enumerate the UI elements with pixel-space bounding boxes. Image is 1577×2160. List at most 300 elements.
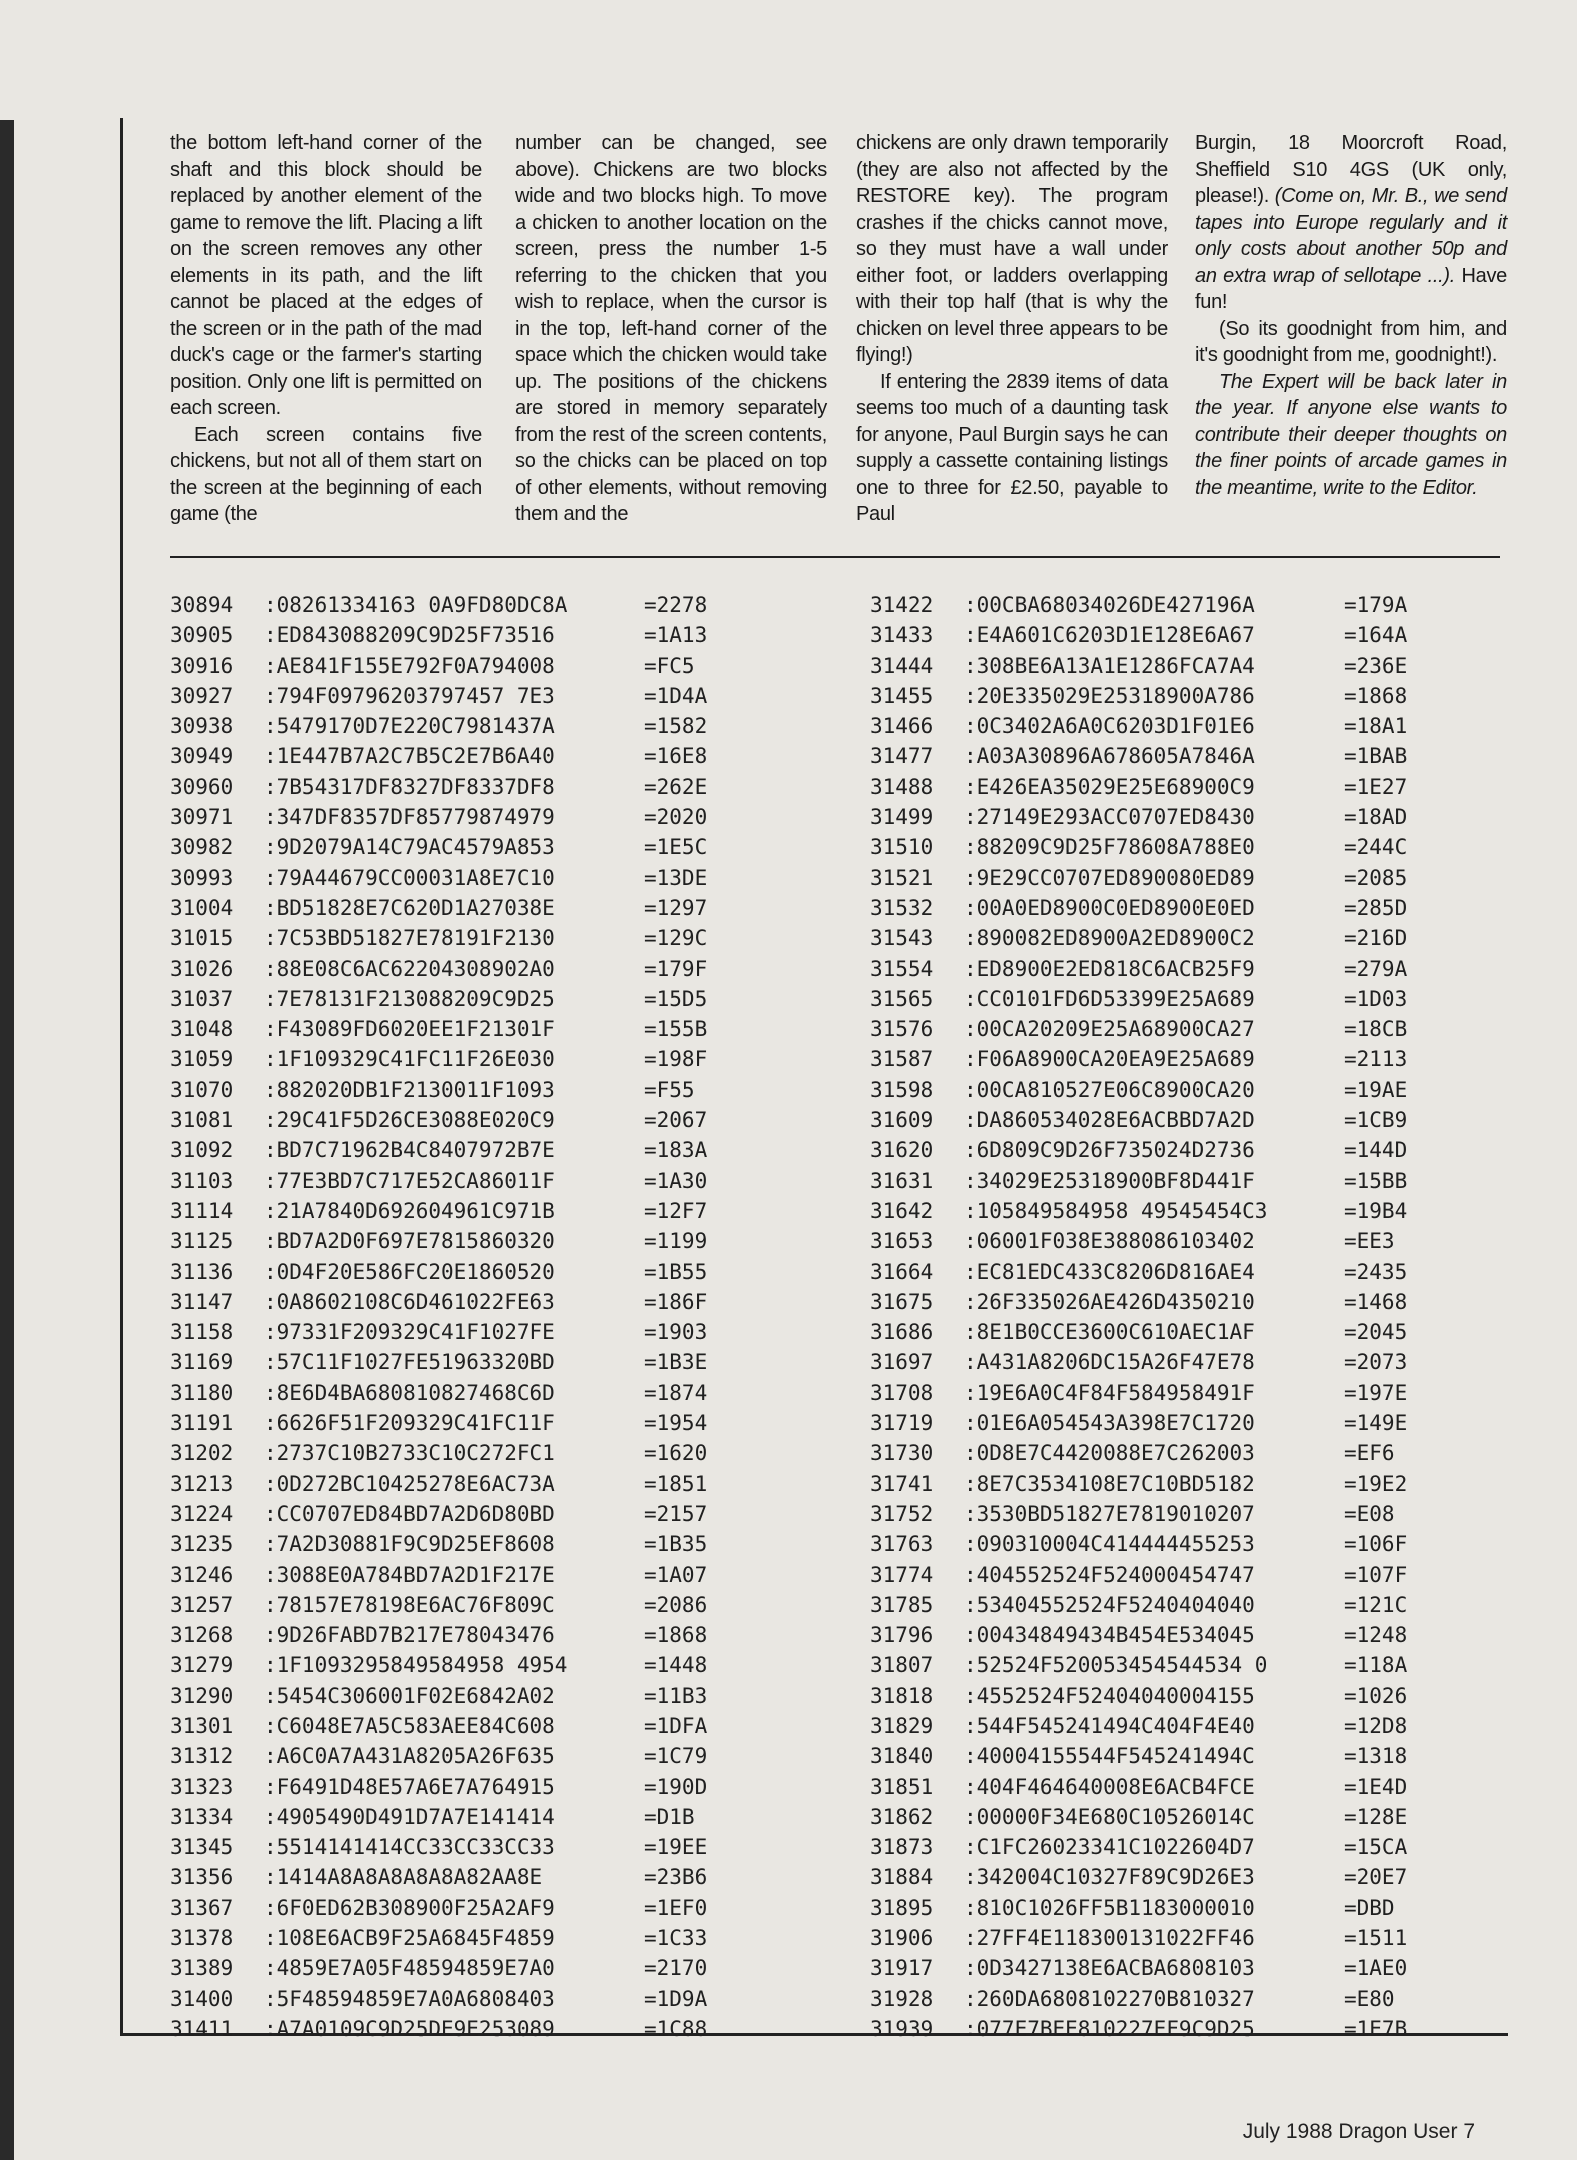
- line-number: 31609: [870, 1108, 934, 1133]
- line-number: 31796: [870, 1623, 934, 1648]
- line-number: 31862: [870, 1804, 934, 1829]
- hex-data: :090310004C414444455253: [964, 1532, 1255, 1557]
- hex-data: :21A7840D692604961C971B: [264, 1198, 555, 1223]
- hex-data: :9D26FABD7B217E78043476: [264, 1623, 555, 1648]
- checksum: =1903: [644, 1320, 708, 1345]
- line-number: 31059: [170, 1047, 234, 1072]
- checksum: =1C33: [644, 1926, 708, 1951]
- line-number: 30982: [170, 835, 234, 860]
- address-text: Burgin, 18 Moorcroft Road, Sheffield S10 4GS (UK only, please!).: [1195, 132, 1507, 207]
- article-column-3: [856, 130, 1168, 528]
- checksum: =106F: [1344, 1532, 1408, 1557]
- hex-data: :882020DB1F2130011F1093: [264, 1077, 555, 1102]
- listing-line: [170, 590, 707, 620]
- checksum: =2085: [1344, 865, 1408, 890]
- listing-line: [870, 1166, 1407, 1196]
- checksum: =12F7: [644, 1198, 708, 1223]
- listing-line: [170, 1438, 707, 1468]
- listing-line: [170, 1772, 707, 1802]
- checksum: =1868: [1344, 683, 1408, 708]
- paragraph: If entering the 2839 items of data seems too much of a daunting task for anyone, Paul Burgin says he can supply a cassette containing listings one to three for £2.50, payable to Paul: [856, 370, 1168, 525]
- line-number: 30938: [170, 714, 234, 739]
- listing-line: [170, 651, 707, 681]
- hex-data: :6D809C9D26F735024D2736: [964, 1138, 1255, 1163]
- line-number: 31246: [170, 1562, 234, 1587]
- listing-left: [170, 590, 707, 2044]
- line-number: 31939: [870, 2016, 934, 2041]
- listing-line: [170, 954, 707, 984]
- line-number: 31378: [170, 1926, 234, 1951]
- checksum: =1511: [1344, 1926, 1408, 1951]
- listing-line: [170, 1620, 707, 1650]
- listing-line: [870, 1499, 1407, 1529]
- checksum: =1318: [1344, 1744, 1408, 1769]
- listing-line: [870, 1772, 1407, 1802]
- hex-data: :6F0ED62B308900F25A2AF9: [264, 1895, 555, 1920]
- checksum: =1E27: [1344, 774, 1408, 799]
- listing-line: [170, 1347, 707, 1377]
- closing-note: [1195, 369, 1507, 502]
- hex-data: :260DA6808102270B810327: [964, 1986, 1255, 2011]
- paragraph: the bottom left-hand corner of the shaft and this block should be replaced by another element of the game to remove the lift. Placing a lift on the screen removes any other elements in its path, and the lift cannot be placed at the edges of the screen or in the path of the mad duck's cage or the farmer's starting position. Only one lift is permitted on each screen.: [170, 132, 482, 419]
- listing-line: [870, 772, 1407, 802]
- hex-data: :4905490D491D7A7E141414: [264, 1804, 555, 1829]
- listing-line: [170, 1650, 707, 1680]
- hex-data: :810C1026FF5B1183000010: [964, 1895, 1255, 1920]
- line-number: 31202: [170, 1441, 234, 1466]
- line-number: 31884: [870, 1865, 934, 1890]
- checksum: =1A13: [644, 623, 708, 648]
- listing-line: [170, 832, 707, 862]
- line-number: 31026: [170, 956, 234, 981]
- listing-line: [870, 1408, 1407, 1438]
- line-number: 30971: [170, 805, 234, 830]
- checksum: =1D9A: [644, 1986, 708, 2011]
- listing-line: [870, 1529, 1407, 1559]
- line-number: 30927: [170, 683, 234, 708]
- checksum: =1C88: [644, 2016, 708, 2041]
- listing-line: [170, 1469, 707, 1499]
- article-column-2: [515, 130, 827, 528]
- line-number: 31576: [870, 1017, 934, 1042]
- checksum: =1D03: [1344, 986, 1408, 1011]
- checksum: =183A: [644, 1138, 708, 1163]
- line-number: 31444: [870, 653, 934, 678]
- hex-data: :34029E25318900BF8D441F: [964, 1168, 1255, 1193]
- hex-data: :19E6A0C4F84F584958491F: [964, 1380, 1255, 1405]
- hex-data: :077E7BEE810227EF9C9D25: [964, 2016, 1255, 2041]
- hex-data: :00000F34E680C10526014C: [964, 1804, 1255, 1829]
- paragraph: number can be changed, see above). Chickens are two blocks wide and two blocks high. To move a chicken to another location on the screen, press the number 1-5 referring to the chicken that you wish to replace, when the cursor is in the top, left-hand corner of the space which the chicken would take up. The positions of the chickens are stored in memory separately from the rest of the screen contents, so the chicks can be placed on top of other elements, without removing them and the: [515, 132, 827, 525]
- listing-line: [170, 1105, 707, 1135]
- listing-line: [870, 681, 1407, 711]
- checksum: =E08: [1344, 1501, 1395, 1526]
- checksum: =1AE0: [1344, 1956, 1408, 1981]
- hex-data: :00A0ED8900C0ED8900E0ED: [964, 895, 1255, 920]
- line-number: 31147: [170, 1289, 234, 1314]
- checksum: =13DE: [644, 865, 708, 890]
- editor-note: (Come on, Mr. B., we send tapes into Europe regularly and it only costs about another 50p and an extra wrap of sellotape ...).: [1195, 185, 1507, 287]
- checksum: =1E5C: [644, 835, 708, 860]
- listing-line: [870, 590, 1407, 620]
- line-number: 31829: [870, 1713, 934, 1738]
- hex-data: :8E1B0CCE3600C610AEC1AF: [964, 1320, 1255, 1345]
- listing-line: [870, 1923, 1407, 1953]
- checksum: =15BB: [1344, 1168, 1408, 1193]
- line-number: 31433: [870, 623, 934, 648]
- checksum: =186F: [644, 1289, 708, 1314]
- hex-data: :7A2D30881F9C9D25EF8608: [264, 1532, 555, 1557]
- line-number: 31620: [870, 1138, 934, 1163]
- hex-data: :A431A8206DC15A26F47E78: [964, 1350, 1255, 1375]
- hex-data: :890082ED8900A2ED8900C2: [964, 926, 1255, 951]
- line-number: 31081: [170, 1108, 234, 1133]
- hex-data: :7E78131F213088209C9D25: [264, 986, 555, 1011]
- hex-data: :1E447B7A2C7B5C2E7B6A40: [264, 744, 555, 769]
- listing-line: [870, 1893, 1407, 1923]
- listing-line: [870, 893, 1407, 923]
- checksum: =285D: [1344, 895, 1408, 920]
- line-number: 31048: [170, 1017, 234, 1042]
- checksum: =190D: [644, 1774, 708, 1799]
- hex-data: :88E08C6AC62204308902A0: [264, 956, 555, 981]
- line-number: 31411: [170, 2016, 234, 2041]
- hex-data: :E4A601C6203D1E128E6A67: [964, 623, 1255, 648]
- line-number: 30905: [170, 623, 234, 648]
- listing-line: [170, 1287, 707, 1317]
- line-number: 31213: [170, 1471, 234, 1496]
- hex-data: :AE841F155E792F0A794008: [264, 653, 555, 678]
- listing-line: [870, 802, 1407, 832]
- line-number: 31510: [870, 835, 934, 860]
- checksum: =18AD: [1344, 805, 1408, 830]
- line-number: 31587: [870, 1047, 934, 1072]
- line-number: 31807: [870, 1653, 934, 1678]
- hex-data: :0D3427138E6ACBA6808103: [964, 1956, 1255, 1981]
- checksum: =197E: [1344, 1380, 1408, 1405]
- checksum: =1620: [644, 1441, 708, 1466]
- listing-line: [170, 1832, 707, 1862]
- line-number: 31642: [870, 1198, 934, 1223]
- page-edge-shadow: [0, 120, 14, 2160]
- line-number: 31455: [870, 683, 934, 708]
- listing-line: [870, 1681, 1407, 1711]
- line-number: 30993: [170, 865, 234, 890]
- line-number: 31664: [870, 1259, 934, 1284]
- hex-data: :20E335029E25318900A786: [964, 683, 1255, 708]
- checksum: =E80: [1344, 1986, 1395, 2011]
- listing-line: [870, 1620, 1407, 1650]
- line-number: 31499: [870, 805, 934, 830]
- hex-data: :9E29CC0707ED890080ED89: [964, 865, 1255, 890]
- listing-line: [170, 1378, 707, 1408]
- listing-line: [170, 1862, 707, 1892]
- line-number: 31092: [170, 1138, 234, 1163]
- line-number: 31598: [870, 1077, 934, 1102]
- checksum: =236E: [1344, 653, 1408, 678]
- listing-line: [870, 1438, 1407, 1468]
- hex-data: :97331F209329C41F1027FE: [264, 1320, 555, 1345]
- hex-data: :A6C0A7A431A8205A26F635: [264, 1744, 555, 1769]
- checksum: =1954: [644, 1411, 708, 1436]
- line-number: 31477: [870, 744, 934, 769]
- hex-data: :4859E7A05F48594859E7A0: [264, 1956, 555, 1981]
- line-number: 31763: [870, 1532, 934, 1557]
- listing-line: [170, 772, 707, 802]
- checksum: =1C79: [644, 1744, 708, 1769]
- listing-line: [870, 1226, 1407, 1256]
- listing-line: [170, 711, 707, 741]
- paragraph: chickens are only drawn temporarily (they are also not affected by the RESTORE key). The program crashes if the chicks cannot move, so they must have a wall under either foot, or ladders overlapping with their top half (that is why the chicken on level three appears to be flying!): [856, 132, 1168, 366]
- listing-line: [870, 1287, 1407, 1317]
- hex-data: :8E7C3534108E7C10BD5182: [964, 1471, 1255, 1496]
- listing-line: [170, 1711, 707, 1741]
- checksum: =19EE: [644, 1835, 708, 1860]
- line-number: 31224: [170, 1501, 234, 1526]
- listing-line: [870, 1984, 1407, 2014]
- listing-line: [870, 1014, 1407, 1044]
- article-column-1: [170, 130, 482, 528]
- sign-off: Have fun!: [1195, 264, 1507, 313]
- hex-data: :6626F51F209329C41FC11F: [264, 1411, 555, 1436]
- line-number: 31103: [170, 1168, 234, 1193]
- line-number: 31191: [170, 1411, 234, 1436]
- listing-line: [870, 1862, 1407, 1892]
- line-number: 31752: [870, 1501, 934, 1526]
- line-number: 31521: [870, 865, 934, 890]
- checksum: =1874: [644, 1380, 708, 1405]
- hex-data: :00CA810527E06C8900CA20: [964, 1077, 1255, 1102]
- paragraph: (So its goodnight from him, and it's goodnight from me, goodnight!).: [1195, 317, 1507, 366]
- paragraph: Each screen contains five chickens, but not all of them start on the screen at the beginning of each game (the: [170, 423, 482, 525]
- listing-line: [170, 1014, 707, 1044]
- hex-data: :BD51828E7C620D1A27038E: [264, 895, 555, 920]
- line-number: 30894: [170, 593, 234, 617]
- hex-data: :105849584958 49545454C3: [964, 1198, 1268, 1223]
- line-number: 31554: [870, 956, 934, 981]
- line-number: 31312: [170, 1744, 234, 1769]
- line-number: 31686: [870, 1320, 934, 1345]
- checksum: =149E: [1344, 1411, 1408, 1436]
- checksum: =1248: [1344, 1623, 1408, 1648]
- checksum: =1199: [644, 1229, 708, 1254]
- line-number: 31323: [170, 1774, 234, 1799]
- checksum: =23B6: [644, 1865, 708, 1890]
- listing-line: [170, 984, 707, 1014]
- hex-data: :108E6ACB9F25A6845F4859: [264, 1926, 555, 1951]
- hex-data: :CC0101FD6D53399E25A689: [964, 986, 1255, 1011]
- line-number: 31422: [870, 593, 934, 617]
- checksum: =2045: [1344, 1320, 1408, 1345]
- hex-data: :F43089FD6020EE1F21301F: [264, 1017, 555, 1042]
- listing-line: [170, 1893, 707, 1923]
- line-number: 31730: [870, 1441, 934, 1466]
- listing-line: [870, 1135, 1407, 1165]
- checksum: =19E2: [1344, 1471, 1408, 1496]
- listing-line: [170, 923, 707, 953]
- hex-data: :1F1093295849584958 4954: [264, 1653, 568, 1678]
- checksum: =216D: [1344, 926, 1408, 951]
- checksum: =FC5: [644, 653, 695, 678]
- checksum: =118A: [1344, 1653, 1408, 1678]
- line-number: 31004: [170, 895, 234, 920]
- line-number: 31774: [870, 1562, 934, 1587]
- listing-line: [870, 954, 1407, 984]
- line-number: 31070: [170, 1077, 234, 1102]
- line-number: 31301: [170, 1713, 234, 1738]
- line-number: 31631: [870, 1168, 934, 1193]
- paragraph: [1195, 130, 1507, 316]
- checksum: =1868: [644, 1623, 708, 1648]
- checksum: =244C: [1344, 835, 1408, 860]
- line-number: 31114: [170, 1198, 234, 1223]
- hex-data: :0D8E7C4420088E7C262003: [964, 1441, 1255, 1466]
- line-number: 31653: [870, 1229, 934, 1254]
- listing-line: [870, 1347, 1407, 1377]
- checksum: =1297: [644, 895, 708, 920]
- divider: [170, 556, 1500, 558]
- checksum: =F55: [644, 1077, 695, 1102]
- listing-line: [870, 711, 1407, 741]
- hex-data: :A7A0109C9D25DE9E253089: [264, 2016, 555, 2041]
- hex-data: :00434849434B454E534045: [964, 1623, 1255, 1648]
- hex-data: :C1FC26023341C1022604D7: [964, 1835, 1255, 1860]
- line-number: 31708: [870, 1380, 934, 1405]
- listing-line: [870, 2014, 1407, 2044]
- line-number: 31257: [170, 1592, 234, 1617]
- hex-data: :5514141414CC33CC33CC33: [264, 1835, 555, 1860]
- line-number: 31268: [170, 1623, 234, 1648]
- hex-data: :27149E293ACC0707ED8430: [964, 805, 1255, 830]
- checksum: =1448: [644, 1653, 708, 1678]
- listing-line: [870, 1075, 1407, 1105]
- hex-data: :00CBA68034026DE427196A: [964, 593, 1255, 617]
- checksum: =2278: [644, 593, 708, 617]
- hex-data: :8E6D4BA680810827468C6D: [264, 1380, 555, 1405]
- checksum: =1026: [1344, 1683, 1408, 1708]
- hex-data: :2737C10B2733C10C272FC1: [264, 1441, 555, 1466]
- listing-line: [170, 1257, 707, 1287]
- checksum: =1E7B: [1344, 2016, 1408, 2041]
- line-number: 31169: [170, 1350, 234, 1375]
- line-number: 31818: [870, 1683, 934, 1708]
- hex-data: :77E3BD7C717E52CA86011F: [264, 1168, 555, 1193]
- hex-data: :0D272BC10425278E6AC73A: [264, 1471, 555, 1496]
- checksum: =16E8: [644, 744, 708, 769]
- hex-data: :3088E0A784BD7A2D1F217E: [264, 1562, 555, 1587]
- listing-line: [170, 1075, 707, 1105]
- line-number: 31532: [870, 895, 934, 920]
- hex-data: :79A44679CC00031A8E7C10: [264, 865, 555, 890]
- hex-data: :BD7C71962B4C8407972B7E: [264, 1138, 555, 1163]
- line-number: 31180: [170, 1380, 234, 1405]
- checksum: =155B: [644, 1017, 708, 1042]
- line-number: 31895: [870, 1895, 934, 1920]
- checksum: =2067: [644, 1108, 708, 1133]
- checksum: =198F: [644, 1047, 708, 1072]
- checksum: =15D5: [644, 986, 708, 1011]
- listing-line: [170, 1226, 707, 1256]
- listing-line: [870, 923, 1407, 953]
- line-number: 31235: [170, 1532, 234, 1557]
- article-text: [170, 130, 1505, 558]
- listing-line: [170, 1196, 707, 1226]
- checksum: =2073: [1344, 1350, 1408, 1375]
- hex-data: :52524F520053454544534 0: [964, 1653, 1268, 1678]
- line-number: 31675: [870, 1289, 934, 1314]
- checksum: =1582: [644, 714, 708, 739]
- line-number: 31565: [870, 986, 934, 1011]
- hex-data: :F06A8900CA20EA9E25A689: [964, 1047, 1255, 1072]
- line-number: 31906: [870, 1926, 934, 1951]
- hex-data: :1414A8A8A8A8A8A82AA8E: [264, 1865, 543, 1890]
- hex-data: :5F48594859E7A0A6808403: [264, 1986, 555, 2011]
- listing-line: [170, 1166, 707, 1196]
- checksum: =1B35: [644, 1532, 708, 1557]
- line-number: 31356: [170, 1865, 234, 1890]
- checksum: =262E: [644, 774, 708, 799]
- hex-data: :88209C9D25F78608A788E0: [964, 835, 1255, 860]
- listing-line: [170, 1953, 707, 1983]
- hex-data: :78157E78198E6AC76F809C: [264, 1592, 555, 1617]
- listing-line: [170, 863, 707, 893]
- checksum: =2435: [1344, 1259, 1408, 1284]
- listing-line: [170, 893, 707, 923]
- hex-data: :3530BD51827E7819010207: [964, 1501, 1255, 1526]
- listing-line: [870, 1560, 1407, 1590]
- checksum: =1EF0: [644, 1895, 708, 1920]
- listing-line: [870, 1832, 1407, 1862]
- hex-data: :5454C306001F02E6842A02: [264, 1683, 555, 1708]
- checksum: =1468: [1344, 1289, 1408, 1314]
- checksum: =1851: [644, 1471, 708, 1496]
- checksum: =279A: [1344, 956, 1408, 981]
- listing-line: [170, 620, 707, 650]
- listing-line: [170, 1681, 707, 1711]
- checksum: =2157: [644, 1501, 708, 1526]
- listing-line: [170, 1741, 707, 1771]
- listing-line: [170, 802, 707, 832]
- hex-data: :06001F038E388086103402: [964, 1229, 1255, 1254]
- listing-right: [870, 590, 1407, 2044]
- checksum: =EE3: [1344, 1229, 1395, 1254]
- checksum: =1A07: [644, 1562, 708, 1587]
- checksum: =179F: [644, 956, 708, 981]
- line-number: 31367: [170, 1895, 234, 1920]
- listing-line: [170, 1135, 707, 1165]
- line-number: 31785: [870, 1592, 934, 1617]
- line-number: 31851: [870, 1774, 934, 1799]
- listing-line: [170, 1499, 707, 1529]
- checksum: =1DFA: [644, 1713, 708, 1738]
- checksum: =2020: [644, 805, 708, 830]
- hex-data: :404F464640008E6ACB4FCE: [964, 1774, 1255, 1799]
- checksum: =18A1: [1344, 714, 1408, 739]
- hex-data: :342004C10327F89C9D26E3: [964, 1865, 1255, 1890]
- checksum: =107F: [1344, 1562, 1408, 1587]
- checksum: =1BAB: [1344, 744, 1408, 769]
- hex-data: :C6048E7A5C583AEE84C608: [264, 1713, 555, 1738]
- hex-data: :EC81EDC433C8206D816AE4: [964, 1259, 1255, 1284]
- line-number: 31389: [170, 1956, 234, 1981]
- listing-line: [170, 681, 707, 711]
- hex-data: :27FF4E118300131022FF46: [964, 1926, 1255, 1951]
- article-column-4: [1195, 130, 1507, 501]
- hex-data: :9D2079A14C79AC4579A853: [264, 835, 555, 860]
- listing-line: [870, 832, 1407, 862]
- listing-line: [870, 620, 1407, 650]
- checksum: =2086: [644, 1592, 708, 1617]
